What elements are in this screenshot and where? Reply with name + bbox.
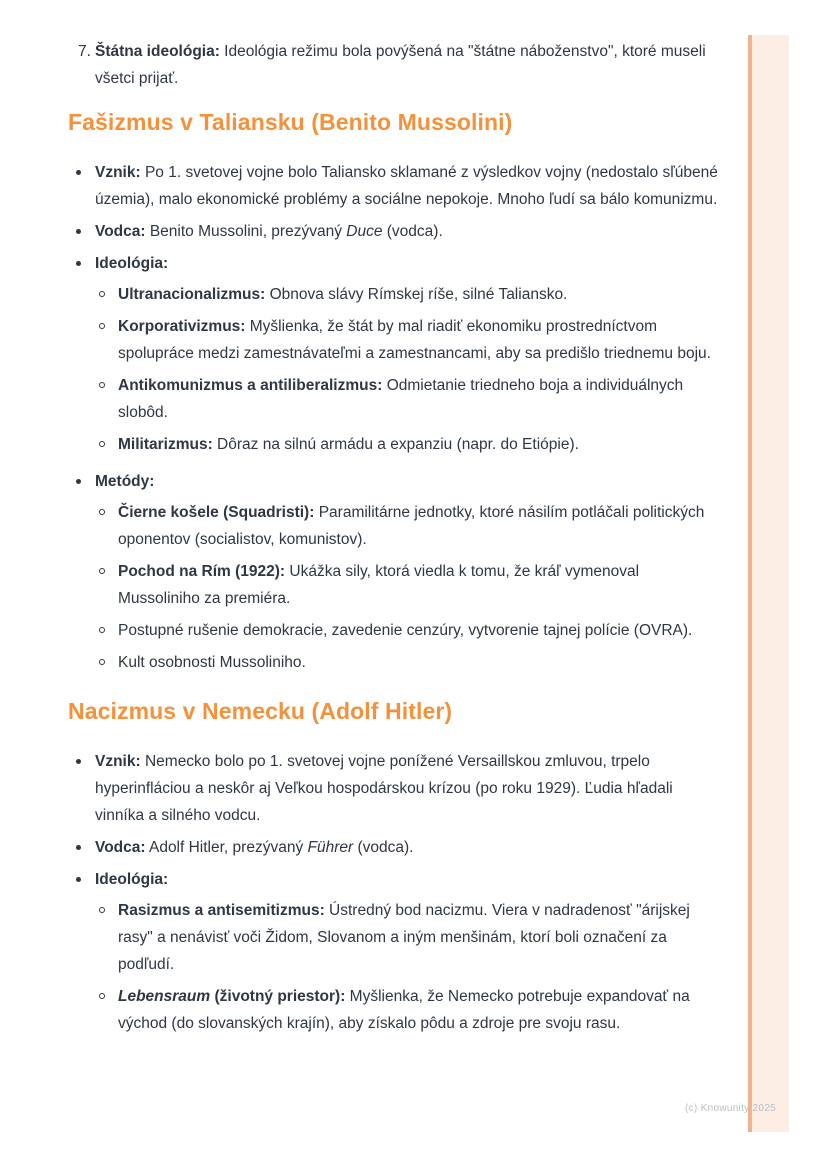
list-item-text: [95, 834, 722, 861]
list-item-body: [118, 431, 722, 458]
list-item-body: [118, 313, 722, 367]
sub-list-item: [95, 617, 722, 644]
text-segment: Benito Mussolini, prezývaný: [145, 223, 347, 240]
list-item: [68, 866, 722, 1042]
document-section: [68, 696, 722, 1042]
text-segment: Metódy:: [95, 473, 155, 490]
list-item-body: [118, 649, 722, 676]
text-segment: Nemecko bolo po 1. svetovej vojne ponížené Versaillskou zmluvou, trpelo hyperinfláciou a neskôr aj Veľkou hospodárskou krízou (po roku 1929). Ľudia hľadali vinníka a silného vodcu.: [95, 753, 673, 824]
list-number: 7.: [78, 43, 91, 60]
text-segment: Rasizmus a antisemitizmus:: [118, 902, 325, 919]
circle-bullet-icon: [99, 993, 105, 999]
sub-list: [95, 897, 722, 1037]
text-segment: Myšlienka, že Nemecko potrebuje expandovať na východ (do slovanských krajín), aby získalo pôdu a zdroje pre svoju rasu.: [118, 988, 690, 1032]
text-segment: Vodca:: [95, 839, 146, 856]
sub-list: [95, 281, 722, 458]
sub-list-item: [95, 983, 722, 1037]
circle-bullet-icon: [99, 323, 105, 329]
text-segment: (vodca).: [382, 223, 443, 240]
text-segment: Postupné rušenie demokracie, zavedenie cenzúry, vytvorenie tajnej polície (OVRA).: [118, 622, 693, 639]
disc-bullet-icon: [76, 845, 81, 850]
list-item-body: [95, 250, 722, 463]
circle-bullet-icon: [99, 568, 105, 574]
disc-bullet-icon: [76, 479, 81, 484]
list-item-body: [95, 159, 722, 213]
numbered-item-text: [95, 38, 722, 92]
list-item: [68, 159, 722, 213]
disc-bullet-icon: [76, 229, 81, 234]
list-item-body: [95, 866, 722, 1042]
sub-list-item: [95, 499, 722, 553]
list-item-body: [118, 897, 722, 978]
list-item-text: [95, 468, 722, 495]
list-item-text: [118, 558, 722, 612]
text-segment: Adolf Hitler, prezývaný: [145, 839, 308, 856]
text-segment: Dôraz na silnú armádu a expanziu (napr. do Etiópie).: [212, 436, 579, 453]
list-item-body: [118, 372, 722, 426]
sub-list-item: [95, 431, 722, 458]
text-segment: Po 1. svetovej vojne bolo Taliansko sklamané z výsledkov vojny (nedostalo sľúbené územia), malo ekonomické problémy a sociálne nepokoje. Mnoho ľudí sa bálo komunizmu.: [95, 164, 718, 208]
bullet-list: [68, 159, 722, 681]
circle-bullet-icon: [99, 509, 105, 515]
list-item-text: [95, 866, 722, 893]
list-item-body: [118, 617, 722, 644]
circle-bullet-icon: [99, 291, 105, 297]
copyright-watermark: (c) Knowunity 2025: [684, 1103, 776, 1114]
list-item-text: [118, 313, 722, 367]
list-item-text: [95, 218, 722, 245]
text-segment: (životný priestor):: [210, 988, 346, 1005]
list-item-body: [95, 218, 722, 245]
list-item-text: [118, 372, 722, 426]
sub-list-item: [95, 281, 722, 308]
text-segment: Korporativizmus:: [118, 318, 246, 335]
list-item-text: [118, 983, 722, 1037]
disc-bullet-icon: [76, 170, 81, 175]
text-segment: Paramilitárne jednotky, ktoré násilím potláčali politických oponentov (socialistov, komunistov).: [118, 504, 705, 548]
text-segment: Ideológia:: [95, 871, 169, 888]
list-item-body: [95, 834, 722, 861]
text-segment: Ústredný bod nacizmu. Viera v nadradenosť "árijskej rasy" a nenávisť voči Židom, Slovanom a iným menšinám, ktorí boli označení za podľudí.: [118, 902, 690, 973]
list-item-text: [95, 748, 722, 829]
circle-bullet-icon: [99, 382, 105, 388]
text-segment: Antikomunizmus a antiliberalizmus:: [118, 377, 383, 394]
circle-bullet-icon: [99, 907, 105, 913]
list-item: [68, 834, 722, 861]
text-segment: Ideológia režimu bola povýšená na "štátne náboženstvo", ktoré museli všetci prijať.: [95, 43, 706, 87]
text-segment: Kult osobnosti Mussoliniho.: [118, 654, 306, 671]
text-segment: Čierne košele (Squadristi):: [118, 504, 315, 521]
list-item-body: [118, 281, 722, 308]
list-item-body: [95, 748, 722, 829]
text-segment: Štátna ideológia:: [95, 43, 220, 60]
text-segment: Lebensraum: [118, 988, 211, 1005]
list-item-text: [118, 617, 722, 644]
circle-bullet-icon: [99, 441, 105, 447]
page-edge-stripe: [748, 35, 789, 1132]
disc-bullet-icon: [76, 261, 81, 266]
text-segment: Duce: [346, 223, 383, 240]
list-item-text: [118, 649, 722, 676]
list-item-text: [118, 281, 722, 308]
text-segment: Ultranacionalizmus:: [118, 286, 266, 303]
text-segment: Führer: [307, 839, 354, 856]
circle-bullet-icon: [99, 659, 105, 665]
sections-container: [68, 107, 722, 1042]
text-segment: Vodca:: [95, 223, 146, 240]
list-item: [68, 218, 722, 245]
disc-bullet-icon: [76, 877, 81, 882]
text-segment: Vznik:: [95, 753, 141, 770]
page-content: [68, 38, 722, 1047]
text-segment: Obnova slávy Rímskej ríše, silné Taliansko.: [265, 286, 568, 303]
sub-list-item: [95, 649, 722, 676]
list-item: [68, 250, 722, 463]
text-segment: Ukážka sily, ktorá viedla k tomu, že kráľ vymenoval Mussoliniho za premiéra.: [118, 563, 640, 607]
list-item-body: [118, 499, 722, 553]
sub-list: [95, 499, 722, 676]
text-segment: Ideológia:: [95, 255, 169, 272]
text-segment: Militarizmus:: [118, 436, 213, 453]
document-section: [68, 107, 722, 681]
sub-list-item: [95, 897, 722, 978]
list-item-body: [95, 468, 722, 681]
bullet-list: [68, 748, 722, 1042]
list-item-text: [118, 431, 722, 458]
list-item: [68, 468, 722, 681]
text-segment: (vodca).: [353, 839, 414, 856]
list-item: [68, 748, 722, 829]
list-item-text: [118, 499, 722, 553]
text-segment: Pochod na Rím (1922):: [118, 563, 286, 580]
section-title: Nacizmus v Nemecku (Adolf Hitler): [68, 698, 453, 724]
list-item-text: [95, 250, 722, 277]
list-item-body: [118, 558, 722, 612]
sub-list-item: [95, 558, 722, 612]
disc-bullet-icon: [76, 759, 81, 764]
text-segment: Vznik:: [95, 164, 141, 181]
list-item-text: [118, 897, 722, 978]
text-segment: Myšlienka, že štát by mal riadiť ekonomiku prostredníctvom spolupráce medzi zamestnávateľmi a zamestnancami, aby sa predišlo triednemu boju.: [118, 318, 711, 362]
circle-bullet-icon: [99, 627, 105, 633]
numbered-list-item: [68, 38, 722, 92]
sub-list-item: [95, 313, 722, 367]
section-title: Fašizmus v Taliansku (Benito Mussolini): [68, 109, 513, 135]
text-segment: Odmietanie triedneho boja a individuálnych slobôd.: [118, 377, 684, 421]
list-item-text: [95, 159, 722, 213]
list-item-body: [118, 983, 722, 1037]
sub-list-item: [95, 372, 722, 426]
